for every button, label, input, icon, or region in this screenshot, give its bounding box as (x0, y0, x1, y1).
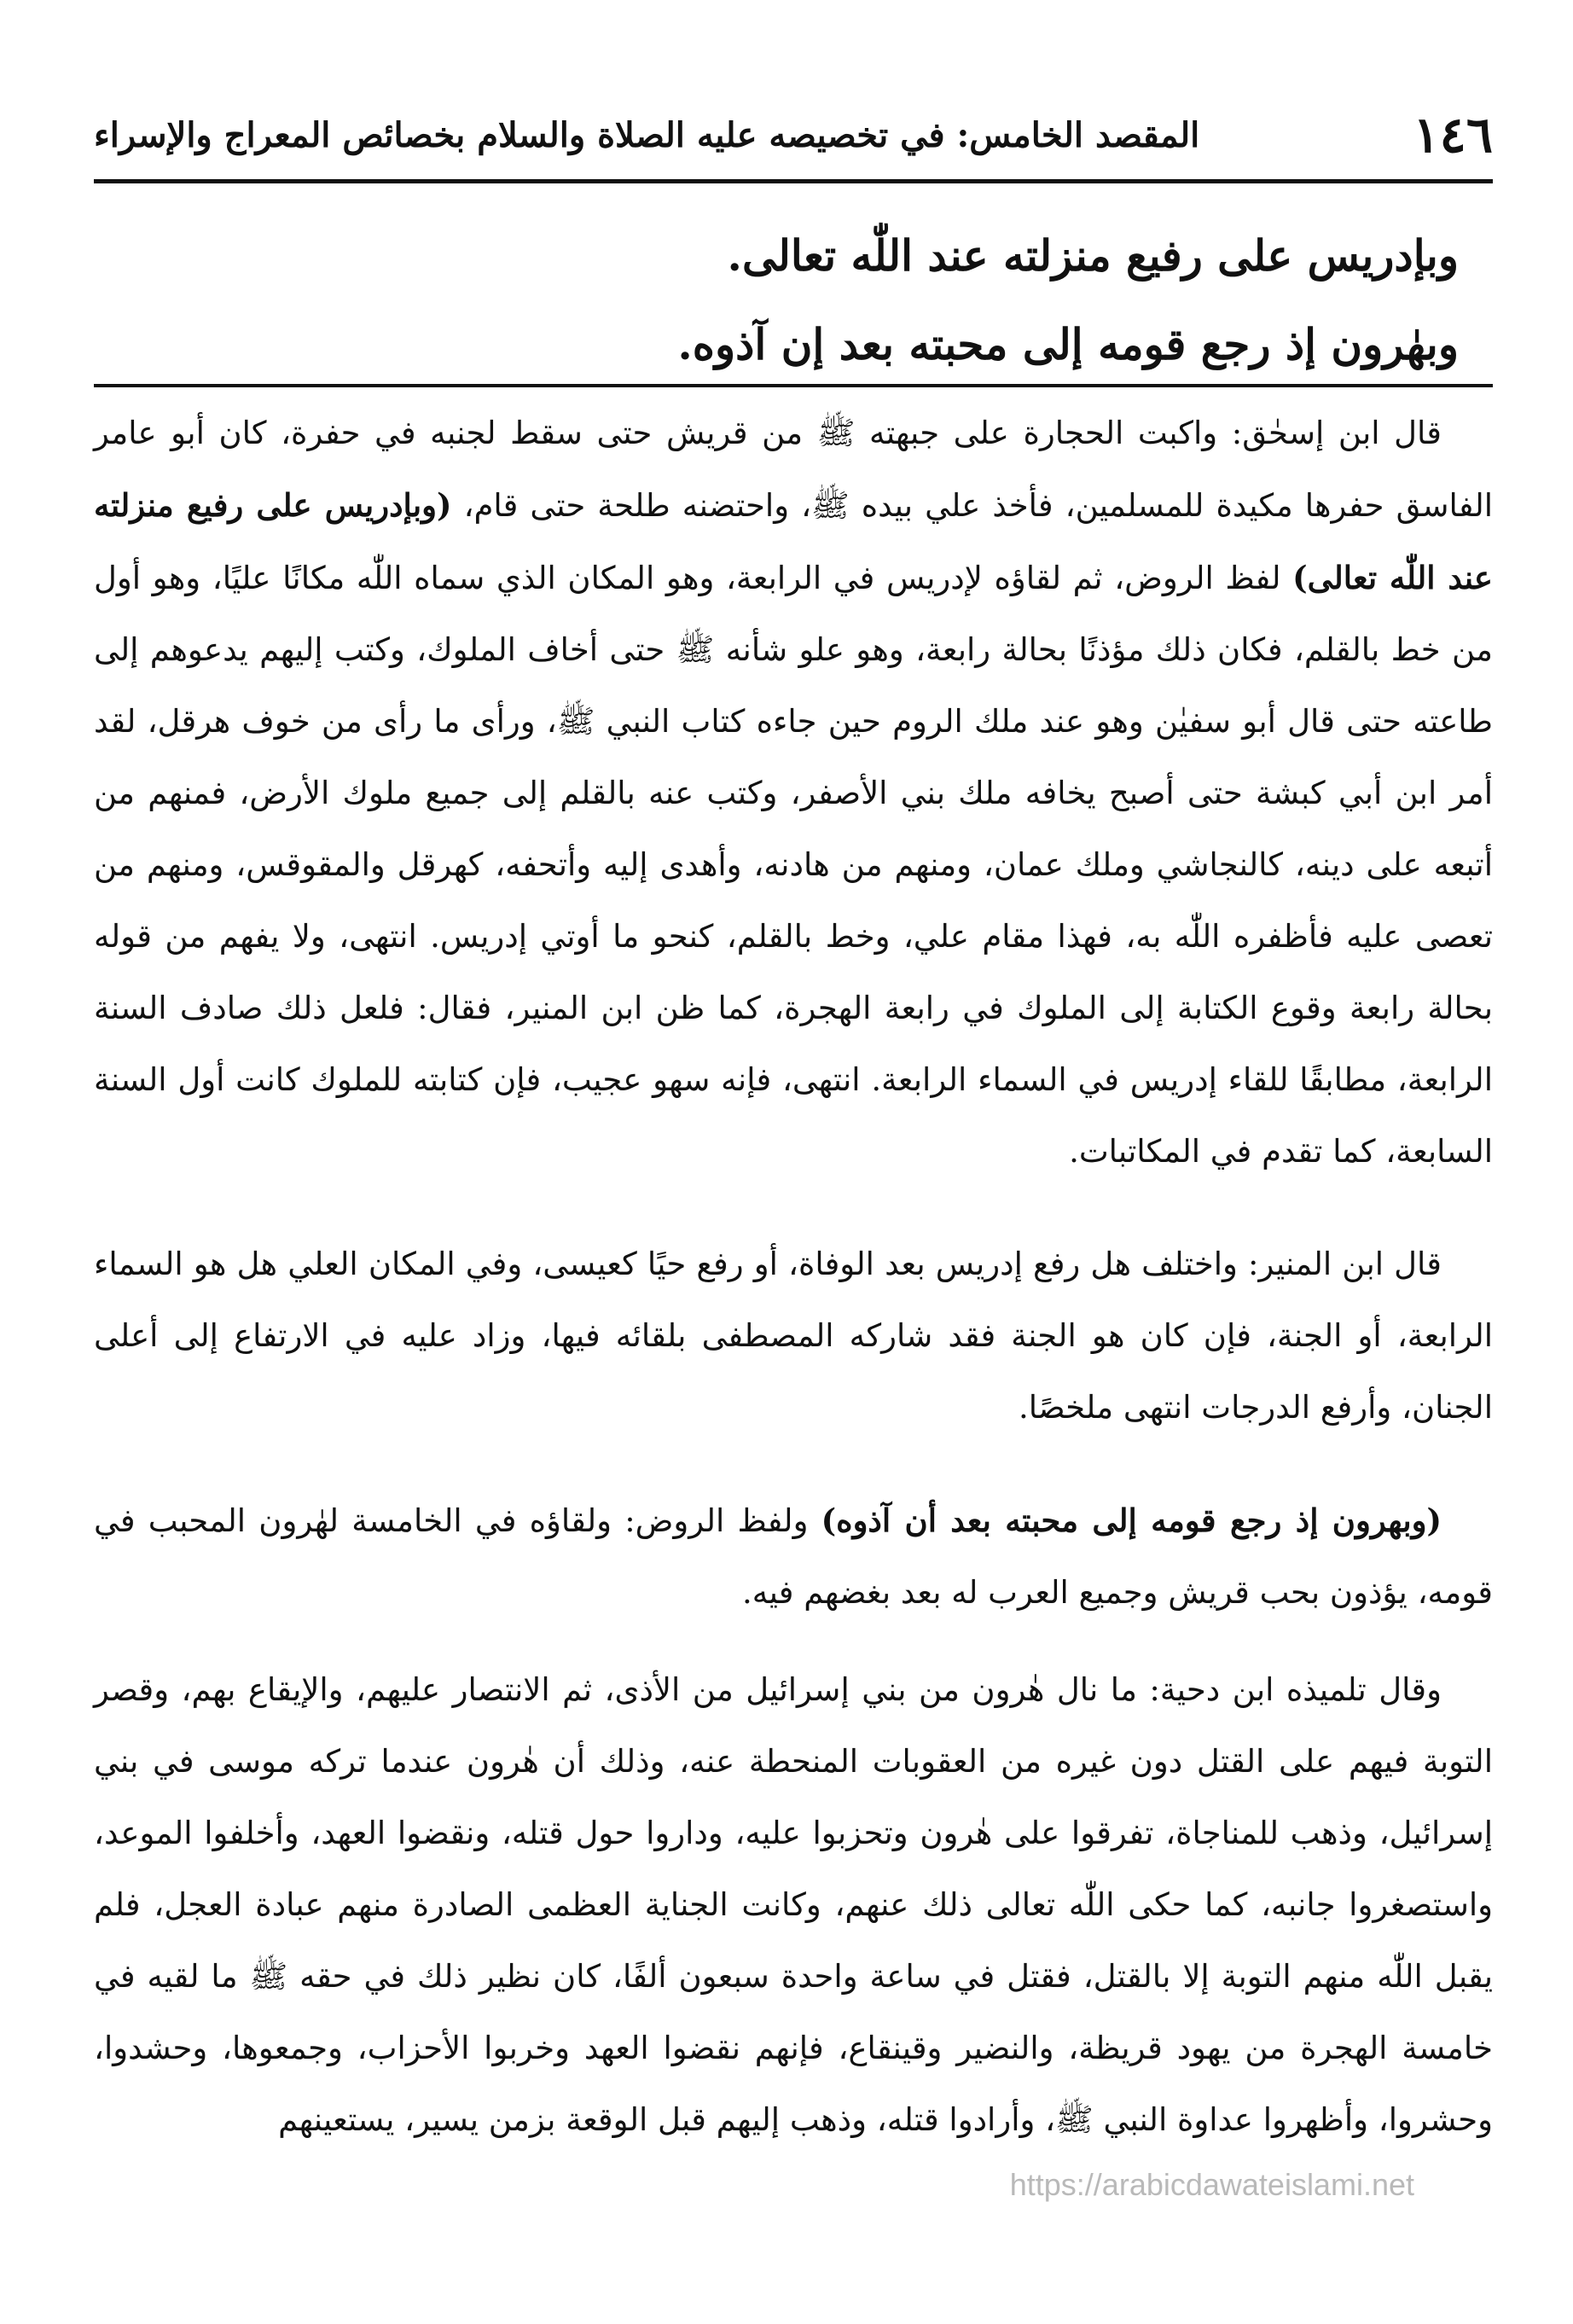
paragraph-text: قال ابن المنير: واختلف هل رفع إدريس بعد الوفاة، أو رفع حيًا كعيسى، وفي المكان العلي هل هو السماء الرابعة، أو الجنة، فإن كان هو الجنة فقد شاركه المصطفى بلقائه فيها، وزاد عليه في الارتفاع إلى أعلى الجنان، وأرفع الدرجات انتهى ملخصًا. (94, 1246, 1493, 1426)
watermark-url: https://arabicdawateislami.net (1009, 2167, 1414, 2202)
header-divider (94, 179, 1493, 183)
quoted-phrase: (وبإدريس على رفيع منزلته عند اللّٰه تعالى) (94, 486, 1493, 596)
commentary-paragraph (94, 398, 1493, 1188)
commentary-paragraph (94, 1484, 1493, 1629)
book-page (94, 94, 1493, 2278)
paragraph-text: وقال تلميذه ابن دحية: ما نال هٰرون من بني إسرائيل من الأذى، ثم الانتصار عليهم، والإيقاع بهم، وقصر التوبة فيهم على القتل دون غيره من العقوبات المنحطة عنه، وذلك أن هٰرون عندما تركه موسى في بني إسرائيل، وذهب للمناجاة، تفرقوا على هٰرون وتحزبوا عليه، وداروا حول قتله، ونقضوا العهد، وأخلفوا الموعد، واستصغروا جانبه، كما حكى اللّٰه تعالى ذلك عنهم، وكانت الجناية العظمى الصادرة منهم عبادة العجل، فلم يقبل اللّٰه منهم التوبة إلا بالقتل، فقتل في ساعة واحدة سبعون ألفًا، كان نظير ذلك في حقه ﷺ ما لقيه في خامسة الهجرة من يهود قريظة، والنضير وقينقاع، فإنهم نقضوا العهد وخربوا الأحزاب، وجمعوها، وحشدوا، وحشروا، وأظهروا عداوة النبي ﷺ، وأرادوا قتله، وذهب إليهم قبل الوقعة بزمن يسير، يستعينهم (94, 1671, 1493, 2138)
paragraph-text: لفظ الروض، ثم لقاؤه لإدريس في الرابعة، وهو المكان الذي سماه اللّٰه مكانًا عليًا، وهو أول من خط بالقلم، فكان ذلك مؤذنًا بحالة رابعة، وهو علو شأنه ﷺ حتى أخاف الملوك، وكتب إليهم يدعوهم إلى طاعته حتى قال أبو سفيٰن وهو عند ملك الروم حين جاءه كتاب النبي ﷺ، ورأى ما رأى من خوف هرقل، لقد أمر ابن أبي كبشة حتى أصبح يخافه ملك بني الأصفر، وكتب عنه بالقلم إلى جميع ملوك الأرض، فمنهم من أتبعه على دينه، كالنجاشي وملك عمان، ومنهم من هادنه، وأهدى إليه وأتحفه، كهرقل والمقوقس، ومنهم من تعصى عليه فأظفره اللّٰه به، فهذا مقام علي، وخط بالقلم، كنحو ما أوتي إدريس. انتهى، ولا يفهم من قوله بحالة رابعة وقوع الكتابة إلى الملوك في رابعة الهجرة، كما ظن ابن المنير، فقال: فلعل ذلك صادف السنة الرابعة، مطابقًا للقاء إدريس في السماء الرابعة. انتهى، فإنه سهو عجيب، فإن كتابته للملوك كانت أول السنة السابعة، كما تقدم في المكاتبات. (94, 560, 1493, 1170)
commentary-paragraph (94, 1654, 1493, 2156)
page-header (94, 94, 1493, 176)
main-text-divider (94, 384, 1493, 387)
commentary (94, 398, 1493, 2197)
paragraph-text: ولفظ الروض: ولقاؤه في الخامسة لهٰرون المحبب في قومه، يؤذون بحب قريش وجميع العرب له بعد بغضهم فيه. (94, 1502, 1493, 1611)
commentary-paragraph (94, 1229, 1493, 1444)
main-text-line: وبإدريس على رفيع منزلته عند اللّٰه تعالى. (727, 230, 1459, 281)
quoted-phrase: (وبهرون إذ رجع قومه إلى محبته بعد أن آذوه) (821, 1502, 1442, 1539)
paragraph-text: قال ابن إسحٰق: واكبت الحجارة على جبهته ﷺ من قريش حتى سقط لجنبه في حفرة، كان أبو عامر الفاسق حفرها مكيدة للمسلمين، فأخذ علي بيده ﷺ، واحتضنه طلحة حتى قام، (94, 415, 1494, 524)
main-text (94, 212, 1493, 389)
main-text-line: وبهٰرون إذ رجع قومه إلى محبته بعد إن آذوه. (677, 319, 1459, 369)
page-number: ١٤٦ (1413, 106, 1493, 164)
running-title: المقصد الخامس: في تخصيصه عليه الصلاة والسلام بخصائص المعراج والإسراء (94, 114, 1200, 155)
